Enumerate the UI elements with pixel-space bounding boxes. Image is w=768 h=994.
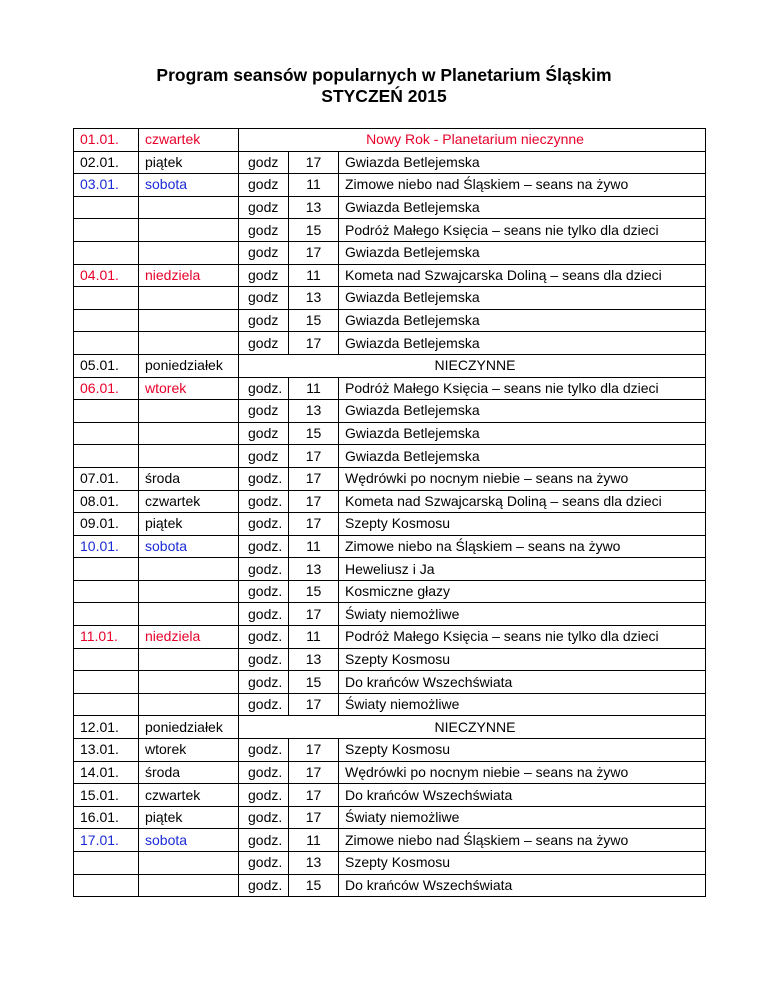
day-cell bbox=[139, 332, 239, 355]
table-row bbox=[74, 129, 706, 152]
time-cell: 13 bbox=[289, 287, 339, 310]
show-title-cell: Światy niemożliwe bbox=[339, 693, 706, 716]
day-cell bbox=[139, 287, 239, 310]
date-cell bbox=[74, 219, 139, 242]
day-cell bbox=[139, 558, 239, 581]
show-title-cell: Zimowe niebo nad Śląskiem – seans na żywo bbox=[339, 174, 706, 197]
table-row bbox=[74, 626, 706, 649]
godz-cell: godz. bbox=[239, 648, 289, 671]
day-cell: czwartek bbox=[139, 784, 239, 807]
godz-cell: godz bbox=[239, 264, 289, 287]
time-cell: 17 bbox=[289, 784, 339, 807]
table-row bbox=[74, 219, 706, 242]
show-title-cell: Szepty Kosmosu bbox=[339, 852, 706, 875]
time-cell: 15 bbox=[289, 422, 339, 445]
date-cell: 17.01. bbox=[74, 829, 139, 852]
godz-cell: godz. bbox=[239, 626, 289, 649]
table-row bbox=[74, 264, 706, 287]
show-title-cell: Zimowe niebo na Śląskiem – seans na żywo bbox=[339, 535, 706, 558]
day-cell bbox=[139, 874, 239, 897]
show-title-cell: Gwiazda Betlejemska bbox=[339, 400, 706, 423]
show-title-cell: Gwiazda Betlejemska bbox=[339, 151, 706, 174]
show-title-cell: Gwiazda Betlejemska bbox=[339, 196, 706, 219]
day-cell: piątek bbox=[139, 806, 239, 829]
show-title-cell: Wędrówki po nocnym niebie – seans na żywo bbox=[339, 467, 706, 490]
godz-cell: godz. bbox=[239, 377, 289, 400]
date-cell bbox=[74, 852, 139, 875]
table-row bbox=[74, 377, 706, 400]
table-row bbox=[74, 467, 706, 490]
date-cell bbox=[74, 422, 139, 445]
time-cell: 17 bbox=[289, 241, 339, 264]
table-row bbox=[74, 196, 706, 219]
show-title-cell: Podróż Małego Księcia – seans nie tylko dla dzieci bbox=[339, 626, 706, 649]
day-cell bbox=[139, 852, 239, 875]
godz-cell: godz. bbox=[239, 852, 289, 875]
day-cell: niedziela bbox=[139, 626, 239, 649]
table-row bbox=[74, 241, 706, 264]
show-title-cell: Gwiazda Betlejemska bbox=[339, 332, 706, 355]
day-cell: wtorek bbox=[139, 739, 239, 762]
day-cell: piątek bbox=[139, 513, 239, 536]
table-row bbox=[74, 852, 706, 875]
day-cell: piątek bbox=[139, 151, 239, 174]
date-cell bbox=[74, 648, 139, 671]
godz-cell: godz bbox=[239, 174, 289, 197]
time-cell: 15 bbox=[289, 580, 339, 603]
date-cell: 16.01. bbox=[74, 806, 139, 829]
time-cell: 11 bbox=[289, 535, 339, 558]
date-cell: 11.01. bbox=[74, 626, 139, 649]
time-cell: 13 bbox=[289, 400, 339, 423]
time-cell: 17 bbox=[289, 603, 339, 626]
godz-cell: godz. bbox=[239, 671, 289, 694]
table-row bbox=[74, 354, 706, 377]
date-cell: 14.01. bbox=[74, 761, 139, 784]
table-row bbox=[74, 400, 706, 423]
schedule-table bbox=[73, 128, 706, 897]
godz-cell: godz. bbox=[239, 739, 289, 762]
show-title-cell: Do krańców Wszechświata bbox=[339, 671, 706, 694]
date-cell bbox=[74, 693, 139, 716]
table-row bbox=[74, 535, 706, 558]
day-cell bbox=[139, 693, 239, 716]
show-title-cell: Szepty Kosmosu bbox=[339, 739, 706, 762]
day-cell: poniedziałek bbox=[139, 354, 239, 377]
godz-cell: godz bbox=[239, 422, 289, 445]
godz-cell: godz. bbox=[239, 693, 289, 716]
show-title-cell: Gwiazda Betlejemska bbox=[339, 422, 706, 445]
show-title-cell: Gwiazda Betlejemska bbox=[339, 445, 706, 468]
time-cell: 17 bbox=[289, 806, 339, 829]
date-cell: 03.01. bbox=[74, 174, 139, 197]
table-row bbox=[74, 490, 706, 513]
day-cell: czwartek bbox=[139, 129, 239, 152]
show-title-cell: Do krańców Wszechświata bbox=[339, 784, 706, 807]
day-cell bbox=[139, 422, 239, 445]
day-cell: czwartek bbox=[139, 490, 239, 513]
date-cell bbox=[74, 287, 139, 310]
closed-note-cell: Nowy Rok - Planetarium nieczynne bbox=[239, 129, 706, 152]
time-cell: 13 bbox=[289, 648, 339, 671]
day-cell bbox=[139, 671, 239, 694]
table-row bbox=[74, 829, 706, 852]
date-cell bbox=[74, 400, 139, 423]
table-row bbox=[74, 422, 706, 445]
time-cell: 17 bbox=[289, 445, 339, 468]
table-row bbox=[74, 671, 706, 694]
table-row bbox=[74, 151, 706, 174]
godz-cell: godz bbox=[239, 332, 289, 355]
day-cell bbox=[139, 648, 239, 671]
godz-cell: godz bbox=[239, 445, 289, 468]
date-cell: 12.01. bbox=[74, 716, 139, 739]
table-row bbox=[74, 332, 706, 355]
day-cell: środa bbox=[139, 761, 239, 784]
godz-cell: godz bbox=[239, 287, 289, 310]
day-cell: sobota bbox=[139, 535, 239, 558]
date-cell: 02.01. bbox=[74, 151, 139, 174]
godz-cell: godz. bbox=[239, 580, 289, 603]
show-title-cell: Szepty Kosmosu bbox=[339, 513, 706, 536]
godz-cell: godz bbox=[239, 400, 289, 423]
date-cell: 05.01. bbox=[74, 354, 139, 377]
table-row bbox=[74, 287, 706, 310]
day-cell bbox=[139, 219, 239, 242]
date-cell bbox=[74, 445, 139, 468]
date-cell bbox=[74, 874, 139, 897]
day-cell: niedziela bbox=[139, 264, 239, 287]
date-cell bbox=[74, 309, 139, 332]
show-title-cell: Podróż Małego Księcia – seans nie tylko dla dzieci bbox=[339, 377, 706, 400]
page-title bbox=[0, 65, 768, 107]
time-cell: 17 bbox=[289, 151, 339, 174]
godz-cell: godz. bbox=[239, 761, 289, 784]
date-cell bbox=[74, 558, 139, 581]
day-cell bbox=[139, 309, 239, 332]
time-cell: 17 bbox=[289, 467, 339, 490]
time-cell: 15 bbox=[289, 874, 339, 897]
time-cell: 13 bbox=[289, 852, 339, 875]
godz-cell: godz. bbox=[239, 829, 289, 852]
godz-cell: godz. bbox=[239, 784, 289, 807]
show-title-cell: Do krańców Wszechświata bbox=[339, 874, 706, 897]
table-row bbox=[74, 716, 706, 739]
time-cell: 17 bbox=[289, 332, 339, 355]
table-row bbox=[74, 739, 706, 762]
date-cell bbox=[74, 580, 139, 603]
date-cell bbox=[74, 603, 139, 626]
show-title-cell: Gwiazda Betlejemska bbox=[339, 287, 706, 310]
table-row bbox=[74, 309, 706, 332]
show-title-cell: Wędrówki po nocnym niebie – seans na żywo bbox=[339, 761, 706, 784]
date-cell bbox=[74, 241, 139, 264]
table-row bbox=[74, 784, 706, 807]
time-cell: 11 bbox=[289, 829, 339, 852]
table-row bbox=[74, 558, 706, 581]
time-cell: 11 bbox=[289, 626, 339, 649]
closed-note-cell: NIECZYNNE bbox=[239, 354, 706, 377]
schedule-body bbox=[74, 129, 706, 897]
date-cell: 04.01. bbox=[74, 264, 139, 287]
table-row bbox=[74, 806, 706, 829]
date-cell: 06.01. bbox=[74, 377, 139, 400]
date-cell: 01.01. bbox=[74, 129, 139, 152]
godz-cell: godz bbox=[239, 309, 289, 332]
table-row bbox=[74, 603, 706, 626]
godz-cell: godz. bbox=[239, 603, 289, 626]
date-cell: 10.01. bbox=[74, 535, 139, 558]
title-line-1: Program seansów popularnych w Planetarium Śląskim bbox=[156, 65, 612, 85]
time-cell: 17 bbox=[289, 693, 339, 716]
show-title-cell: Gwiazda Betlejemska bbox=[339, 241, 706, 264]
show-title-cell: Heweliusz i Ja bbox=[339, 558, 706, 581]
table-row bbox=[74, 580, 706, 603]
show-title-cell: Światy niemożliwe bbox=[339, 603, 706, 626]
day-cell: sobota bbox=[139, 174, 239, 197]
time-cell: 13 bbox=[289, 196, 339, 219]
date-cell: 09.01. bbox=[74, 513, 139, 536]
time-cell: 17 bbox=[289, 513, 339, 536]
closed-note-cell: NIECZYNNE bbox=[239, 716, 706, 739]
show-title-cell: Szepty Kosmosu bbox=[339, 648, 706, 671]
godz-cell: godz. bbox=[239, 513, 289, 536]
time-cell: 13 bbox=[289, 558, 339, 581]
day-cell: środa bbox=[139, 467, 239, 490]
date-cell: 07.01. bbox=[74, 467, 139, 490]
godz-cell: godz. bbox=[239, 874, 289, 897]
day-cell bbox=[139, 580, 239, 603]
table-row bbox=[74, 761, 706, 784]
show-title-cell: Podróż Małego Księcia – seans nie tylko dla dzieci bbox=[339, 219, 706, 242]
show-title-cell: Kosmiczne głazy bbox=[339, 580, 706, 603]
table-row bbox=[74, 174, 706, 197]
table-row bbox=[74, 445, 706, 468]
date-cell bbox=[74, 671, 139, 694]
time-cell: 15 bbox=[289, 309, 339, 332]
date-cell: 08.01. bbox=[74, 490, 139, 513]
godz-cell: godz. bbox=[239, 806, 289, 829]
show-title-cell: Gwiazda Betlejemska bbox=[339, 309, 706, 332]
show-title-cell: Światy niemożliwe bbox=[339, 806, 706, 829]
table-row bbox=[74, 874, 706, 897]
godz-cell: godz. bbox=[239, 467, 289, 490]
show-title-cell: Zimowe niebo nad Śląskiem – seans na żywo bbox=[339, 829, 706, 852]
time-cell: 17 bbox=[289, 761, 339, 784]
table-row bbox=[74, 693, 706, 716]
godz-cell: godz bbox=[239, 219, 289, 242]
date-cell bbox=[74, 196, 139, 219]
table-row bbox=[74, 513, 706, 536]
day-cell: wtorek bbox=[139, 377, 239, 400]
day-cell bbox=[139, 603, 239, 626]
day-cell bbox=[139, 400, 239, 423]
show-title-cell: Kometa nad Szwajcarska Doliną – seans dla dzieci bbox=[339, 264, 706, 287]
time-cell: 11 bbox=[289, 377, 339, 400]
time-cell: 11 bbox=[289, 264, 339, 287]
date-cell: 13.01. bbox=[74, 739, 139, 762]
day-cell bbox=[139, 445, 239, 468]
godz-cell: godz bbox=[239, 196, 289, 219]
time-cell: 15 bbox=[289, 671, 339, 694]
day-cell bbox=[139, 241, 239, 264]
time-cell: 17 bbox=[289, 739, 339, 762]
date-cell: 15.01. bbox=[74, 784, 139, 807]
godz-cell: godz bbox=[239, 151, 289, 174]
time-cell: 11 bbox=[289, 174, 339, 197]
show-title-cell: Kometa nad Szwajcarską Doliną – seans dla dzieci bbox=[339, 490, 706, 513]
table-row bbox=[74, 648, 706, 671]
date-cell bbox=[74, 332, 139, 355]
day-cell bbox=[139, 196, 239, 219]
godz-cell: godz bbox=[239, 241, 289, 264]
day-cell: sobota bbox=[139, 829, 239, 852]
godz-cell: godz. bbox=[239, 490, 289, 513]
godz-cell: godz. bbox=[239, 558, 289, 581]
godz-cell: godz. bbox=[239, 535, 289, 558]
day-cell: poniedziałek bbox=[139, 716, 239, 739]
time-cell: 17 bbox=[289, 490, 339, 513]
time-cell: 15 bbox=[289, 219, 339, 242]
title-line-2: STYCZEŃ 2015 bbox=[321, 86, 447, 106]
